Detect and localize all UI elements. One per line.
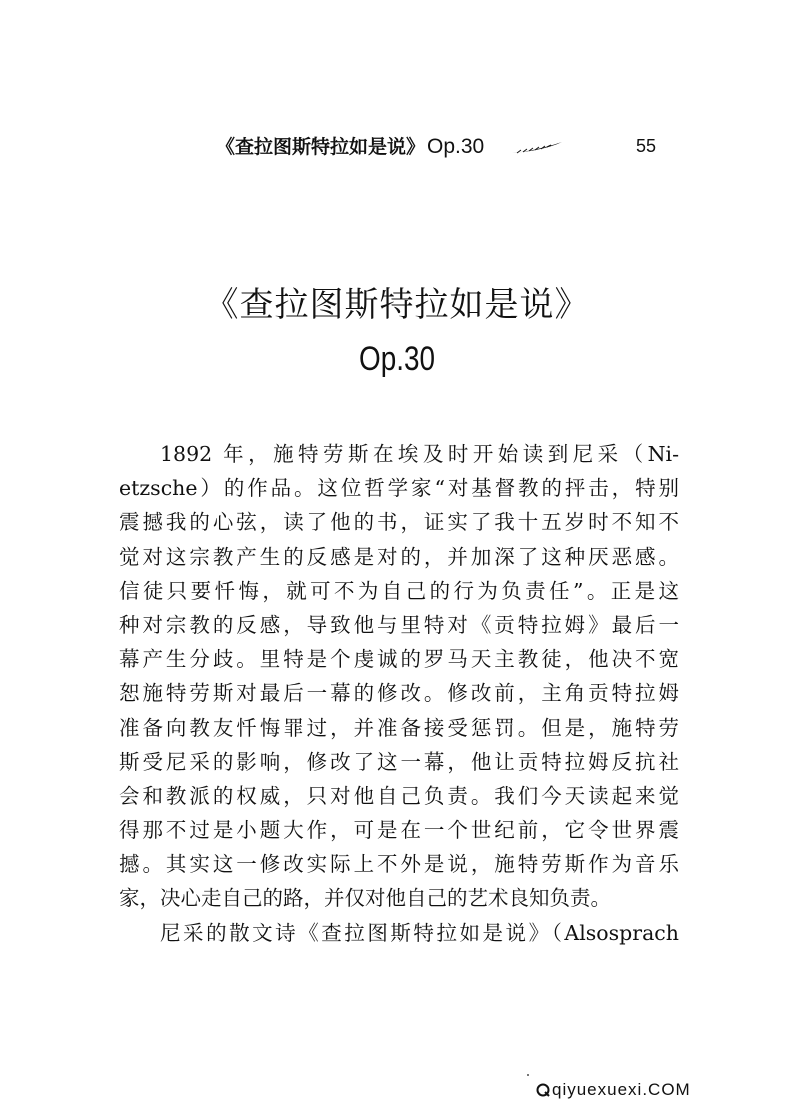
running-head-opus: Op.30 [427, 135, 485, 158]
body-line: 得那不过是小题大作，可是在一个世纪前，它令世界震 [119, 818, 679, 843]
page-number: 55 [635, 136, 656, 156]
body-line: 种对宗教的反感，导致他与里特对《贡特拉姆》最后一 [119, 612, 679, 637]
body-line: 家，决心走自己的路，并仅对他自己的艺术良知负责。 [119, 886, 611, 911]
body-line: 震撼我的心弦，读了他的书，证实了我十五岁时不知不 [119, 510, 679, 535]
chapter-title: 《查拉图斯特拉如是说》 [204, 285, 590, 325]
body-line: 尼采的散文诗《查拉图斯特拉如是说》（Alsosprach [160, 920, 679, 945]
running-head [216, 131, 656, 161]
scan-speck [527, 1074, 529, 1076]
running-head-title: 《查拉图斯特拉如是说》 [216, 136, 426, 158]
body-line: 信徒只要忏悔，就可不为自己的行为负责任”。正是这 [119, 578, 679, 603]
body-line: etzsche）的作品。这位哲学家“对基督教的抨击，特别 [119, 476, 679, 501]
body-line: 撼。其实这一修改实际上不外是说，施特劳斯作为音乐 [119, 852, 679, 877]
site-watermark [536, 1080, 691, 1100]
chapter-subtitle: Op.30 [359, 340, 435, 378]
quill-ornament-icon [511, 141, 563, 155]
body-line: 恕施特劳斯对最后一幕的修改。修改前，主角贡特拉姆 [119, 681, 679, 706]
body-line: 觉对这宗教产生的反感是对的，并加深了这种厌恶感。 [119, 544, 679, 569]
body-line: 幕产生分歧。里特是个虔诚的罗马天主教徒，他决不宽 [119, 647, 679, 672]
body-paragraphs [119, 437, 679, 950]
body-line: 斯受尼采的影响，修改了这一幕，他让贡特拉姆反抗社 [119, 749, 679, 774]
body-line: 会和教派的权威，只对他自己负责。我们今天读起来觉 [119, 783, 679, 808]
watermark-text: qiyuexuexi.COM [552, 1080, 691, 1099]
body-line: 准备向教友忏悔罪过，并准备接受惩罚。但是，施特劳 [119, 715, 679, 740]
body-line: 1892 年，施特劳斯在埃及时开始读到尼采（Ni- [160, 442, 679, 466]
q-logo-icon [536, 1083, 550, 1097]
